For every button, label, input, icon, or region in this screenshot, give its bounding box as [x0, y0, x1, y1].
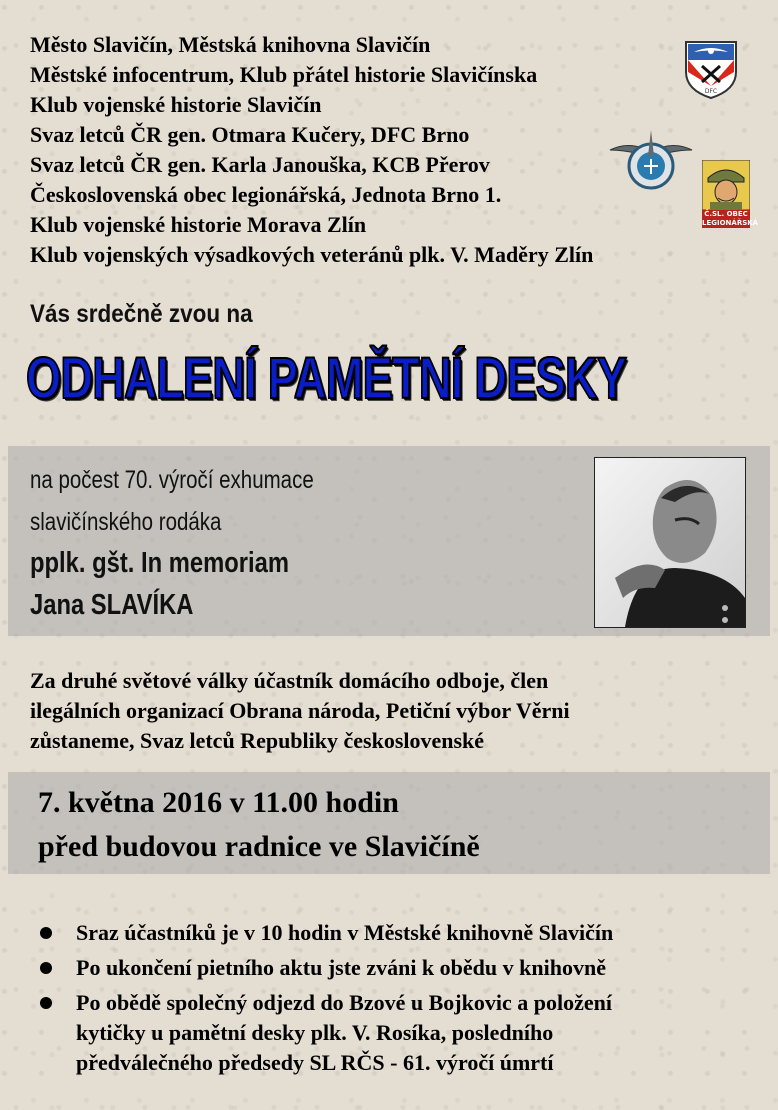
dfc-logo [680, 38, 742, 100]
dfc-caption: DFC [704, 88, 718, 95]
invitation-text: Vás srdečně zvou na [30, 300, 253, 328]
officer-portrait-icon [595, 458, 745, 627]
organizer-item: Městské infocentrum, Klub přátel historie Slavičínska [30, 62, 538, 87]
legionnaire-portrait-icon [702, 160, 750, 210]
honor-line-2: slavičínského rodáka [30, 508, 222, 536]
headline: ODHALENÍ PAMĚTNÍ DESKY [26, 346, 627, 411]
description-line: ilegálních organizací Obrana národa, Petiční výbor Věrni [30, 698, 570, 723]
list-item: Po obědě společný odjezd do Bzové u Bojkovic a položení kytičky u pamětní desky plk. V. Rosíka, posledního předválečného předsedy SL RČS - 61. výročí úmrtí [40, 988, 613, 1078]
organizer-item: Svaz letců ČR gen. Karla Janouška, KCB Přerov [30, 152, 490, 177]
list-item: Sraz účastníků je v 10 hodin v Městské knihovně Slavičín [40, 918, 613, 948]
legion-logo [702, 160, 759, 230]
svaz-letcu-logo [606, 126, 696, 196]
event-date-time: 7. května 2016 v 11.00 hodin [38, 786, 399, 819]
organizer-item: Československá obec legionářská, Jednota Brno 1. [30, 182, 502, 207]
portrait-photo [594, 457, 746, 628]
honor-line-1: na počest 70. výročí exhumace [30, 466, 314, 494]
organizer-item: Město Slavičín, Městská knihovna Slavičín [30, 32, 431, 57]
winged-emblem-icon [606, 126, 696, 196]
organizer-item: Klub vojenských výsadkových veteránů plk. V. Maděry Zlín [30, 242, 594, 267]
honor-line-3: pplk. gšt. In memoriam [30, 547, 289, 579]
description-line: Za druhé světové války účastník domácího odboje, člen [30, 668, 549, 693]
event-place: před budovou radnice ve Slavičíně [38, 830, 480, 863]
description-line: zůstaneme, Svaz letců Republiky československé [30, 728, 485, 753]
description [30, 666, 570, 756]
list-item: Po ukončení pietního aktu jste zváni k obědu v knihovně [40, 953, 613, 983]
bullet-icon [40, 962, 52, 974]
organizer-item: Klub vojenské historie Morava Zlín [30, 212, 367, 237]
organizers-list [30, 30, 593, 270]
bullet-icon [40, 997, 52, 1009]
notes-list [40, 918, 613, 1083]
legion-caption: Č.SL. OBEC LEGIONÁŘSKÁ [702, 210, 759, 227]
bullet-icon [40, 927, 52, 939]
honor-line-4: Jana SLAVÍKA [30, 589, 194, 621]
organizer-item: Klub vojenské historie Slavičín [30, 92, 322, 117]
organizer-item: Svaz letců ČR gen. Otmara Kučery, DFC Brno [30, 122, 470, 147]
